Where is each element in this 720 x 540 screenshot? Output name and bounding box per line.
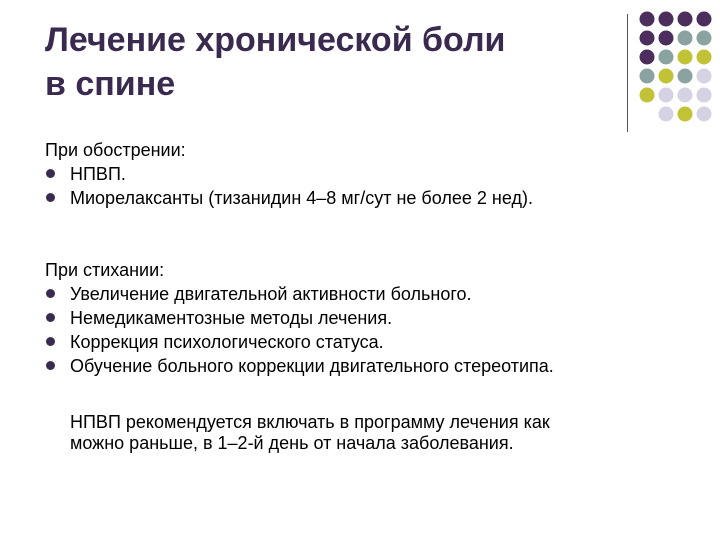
decorative-dot bbox=[659, 31, 674, 46]
decorative-dot bbox=[659, 50, 674, 65]
decorative-dot bbox=[640, 12, 655, 27]
slide-title-line-2: в спине bbox=[45, 65, 176, 103]
exacerbation-heading: При обострении: bbox=[45, 140, 186, 160]
decorative-dot bbox=[678, 50, 693, 65]
bullet-icon bbox=[46, 313, 55, 322]
decorative-dot bbox=[697, 50, 712, 65]
slide-body bbox=[45, 138, 685, 378]
bullet-icon bbox=[46, 169, 55, 178]
list-item bbox=[45, 306, 685, 330]
decorative-dot bbox=[697, 31, 712, 46]
decorative-dot bbox=[678, 107, 693, 122]
bullet-icon bbox=[46, 289, 55, 298]
list-item bbox=[45, 186, 685, 210]
bullet-icon bbox=[46, 361, 55, 370]
decorative-dot bbox=[659, 107, 674, 122]
decorative-dot bbox=[640, 69, 655, 84]
decorative-dot bbox=[678, 88, 693, 103]
decorative-divider-line bbox=[627, 14, 628, 132]
note-line-2: можно раньше, в 1–2-й день от начала заболевания. bbox=[70, 433, 514, 453]
remission-heading: При стихании: bbox=[45, 260, 165, 280]
bullet-icon bbox=[46, 337, 55, 346]
list-item bbox=[45, 162, 685, 186]
decorative-dot-grid bbox=[638, 10, 720, 122]
decorative-dot bbox=[678, 31, 693, 46]
decorative-dot bbox=[697, 88, 712, 103]
list-item-text: Немедикаментозные методы лечения. bbox=[70, 308, 393, 328]
list-item bbox=[45, 354, 685, 378]
decorative-dot bbox=[659, 69, 674, 84]
decorative-dot bbox=[659, 12, 674, 27]
note-line-1: НПВП рекомендуется включать в программу лечения как bbox=[70, 412, 550, 432]
section-spacer bbox=[45, 210, 685, 258]
decorative-dot bbox=[697, 69, 712, 84]
slide-title bbox=[45, 18, 615, 106]
decorative-dot bbox=[697, 107, 712, 122]
list-item-text: Миорелаксанты (тизанидин 4–8 мг/сут не более 2 нед). bbox=[70, 188, 533, 208]
decorative-dot bbox=[678, 12, 693, 27]
decorative-dot bbox=[678, 69, 693, 84]
list-item-text: Коррекция психологического статуса. bbox=[70, 332, 384, 352]
list-item-text: Обучение больного коррекции двигательного стереотипа. bbox=[70, 356, 554, 376]
decorative-dot bbox=[640, 50, 655, 65]
exacerbation-list bbox=[45, 162, 685, 210]
list-item bbox=[45, 282, 685, 306]
slide-note bbox=[70, 412, 680, 454]
remission-list bbox=[45, 282, 685, 378]
decorative-dot bbox=[659, 88, 674, 103]
decorative-dot bbox=[697, 12, 712, 27]
bullet-icon bbox=[46, 193, 55, 202]
decorative-dot bbox=[640, 88, 655, 103]
decorative-dot bbox=[640, 31, 655, 46]
list-item-text: НПВП. bbox=[70, 164, 126, 184]
list-item bbox=[45, 330, 685, 354]
slide-title-line-1: Лечение хронической боли bbox=[45, 21, 506, 59]
list-item-text: Увеличение двигательной активности больного. bbox=[70, 284, 472, 304]
